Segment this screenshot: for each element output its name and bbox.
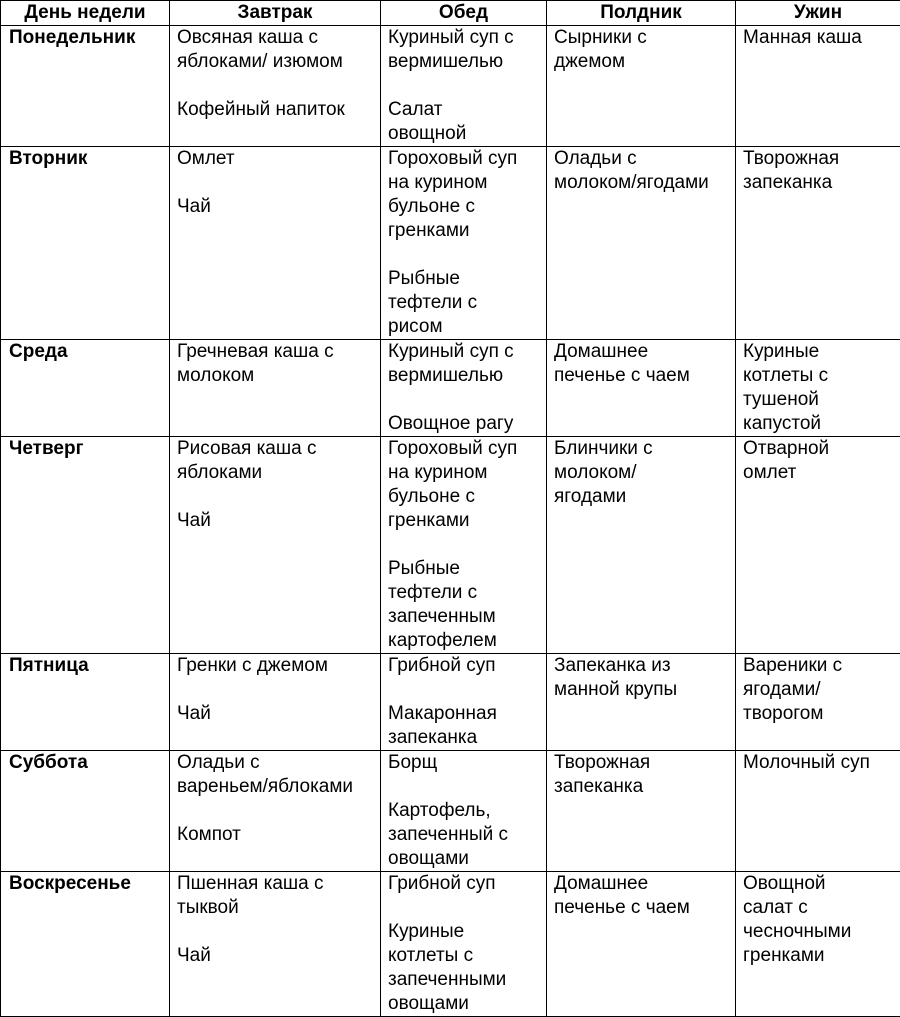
- header-lunch: Обед: [381, 1, 547, 26]
- meal-item: Рыбные тефтели с рисом: [388, 267, 546, 339]
- lunch-cell: [381, 26, 547, 147]
- lunch-cell: [381, 872, 547, 1017]
- snack-cell: [547, 654, 736, 751]
- meal-item: Рисовая каша с яблоками: [177, 437, 380, 485]
- dinner-cell: [736, 26, 900, 147]
- meal-item: Оладьи с молоком/ягодами: [554, 147, 735, 195]
- breakfast-cell: [170, 147, 381, 340]
- meal-item: Чай: [177, 195, 380, 219]
- breakfast-cell: [170, 872, 381, 1017]
- meal-item: Компот: [177, 823, 380, 847]
- meal-item: Чай: [177, 944, 380, 968]
- meal-item: Куриные котлеты с тушеной капустой: [743, 340, 900, 436]
- meal-item: Гречневая каша с молоком: [177, 340, 380, 388]
- day-cell: Вторник: [1, 147, 170, 340]
- lunch-cell: [381, 340, 547, 437]
- meal-item: Творожная запеканка: [554, 751, 735, 799]
- meal-item: Овсяная каша с яблоками/ изюмом: [177, 26, 380, 74]
- breakfast-cell: [170, 751, 381, 872]
- breakfast-cell: [170, 26, 381, 147]
- meal-item: Молочный суп: [743, 751, 900, 775]
- meal-item: Творожная запеканка: [743, 147, 900, 195]
- meal-item: Оладьи с вареньем/яблоками: [177, 751, 380, 799]
- dinner-cell: [736, 751, 900, 872]
- table-row: [1, 147, 900, 340]
- header-dinner: Ужин: [736, 1, 900, 26]
- meal-item: Салат овощной: [388, 98, 546, 146]
- meal-item: Вареники с ягодами/ творогом: [743, 654, 900, 726]
- meal-item: Овощной салат с чесночными гренками: [743, 872, 900, 968]
- meal-item: Гороховый суп на курином бульоне с гренками: [388, 147, 546, 243]
- breakfast-cell: [170, 437, 381, 654]
- meal-item: Рыбные тефтели с запеченным картофелем: [388, 557, 546, 653]
- lunch-cell: [381, 654, 547, 751]
- table-row: [1, 872, 900, 1017]
- meal-item: Чай: [177, 509, 380, 533]
- dinner-cell: [736, 437, 900, 654]
- meal-item: Манная каша: [743, 26, 900, 50]
- meal-item: Грибной суп: [388, 654, 546, 678]
- day-cell: Среда: [1, 340, 170, 437]
- meal-item: Чай: [177, 702, 380, 726]
- meal-item: Куриный суп с вермишелью: [388, 26, 546, 74]
- meal-item: Запеканка из манной крупы: [554, 654, 735, 702]
- header-day: День недели: [1, 1, 170, 26]
- snack-cell: [547, 437, 736, 654]
- breakfast-cell: [170, 340, 381, 437]
- lunch-cell: [381, 751, 547, 872]
- breakfast-cell: [170, 654, 381, 751]
- dinner-cell: [736, 147, 900, 340]
- dinner-cell: [736, 654, 900, 751]
- header-snack: Полдник: [547, 1, 736, 26]
- day-cell: Пятница: [1, 654, 170, 751]
- snack-cell: [547, 751, 736, 872]
- day-cell: Суббота: [1, 751, 170, 872]
- table-row: [1, 751, 900, 872]
- meal-item: Пшенная каша с тыквой: [177, 872, 380, 920]
- meal-item: Домашнее печенье с чаем: [554, 872, 735, 920]
- meal-item: Кофейный напиток: [177, 98, 380, 122]
- lunch-cell: [381, 147, 547, 340]
- meal-item: Куриный суп с вермишелью: [388, 340, 546, 388]
- snack-cell: [547, 147, 736, 340]
- meal-item: Овощное рагу: [388, 412, 546, 436]
- snack-cell: [547, 340, 736, 437]
- day-cell: Воскресенье: [1, 872, 170, 1017]
- meal-item: Макаронная запеканка: [388, 702, 546, 750]
- dinner-cell: [736, 872, 900, 1017]
- lunch-cell: [381, 437, 547, 654]
- table-row: [1, 654, 900, 751]
- day-cell: Понедельник: [1, 26, 170, 147]
- header-breakfast: Завтрак: [170, 1, 381, 26]
- snack-cell: [547, 26, 736, 147]
- dinner-cell: [736, 340, 900, 437]
- table-row: [1, 437, 900, 654]
- table-row: [1, 340, 900, 437]
- meal-item: Омлет: [177, 147, 380, 171]
- meal-item: Сырники с джемом: [554, 26, 735, 74]
- meal-item: Картофель, запеченный с овощами: [388, 799, 546, 871]
- table-row: [1, 26, 900, 147]
- meal-item: Грибной суп: [388, 872, 546, 896]
- meal-item: Гороховый суп на курином бульоне с гренками: [388, 437, 546, 533]
- header-row: [1, 1, 900, 26]
- meal-item: Отварной омлет: [743, 437, 900, 485]
- meal-item: Домашнее печенье с чаем: [554, 340, 735, 388]
- meal-item: Блинчики с молоком/ ягодами: [554, 437, 735, 509]
- meal-item: Борщ: [388, 751, 546, 775]
- snack-cell: [547, 872, 736, 1017]
- meal-item: Гренки с джемом: [177, 654, 380, 678]
- meal-item: Куриные котлеты с запеченными овощами: [388, 920, 546, 1016]
- day-cell: Четверг: [1, 437, 170, 654]
